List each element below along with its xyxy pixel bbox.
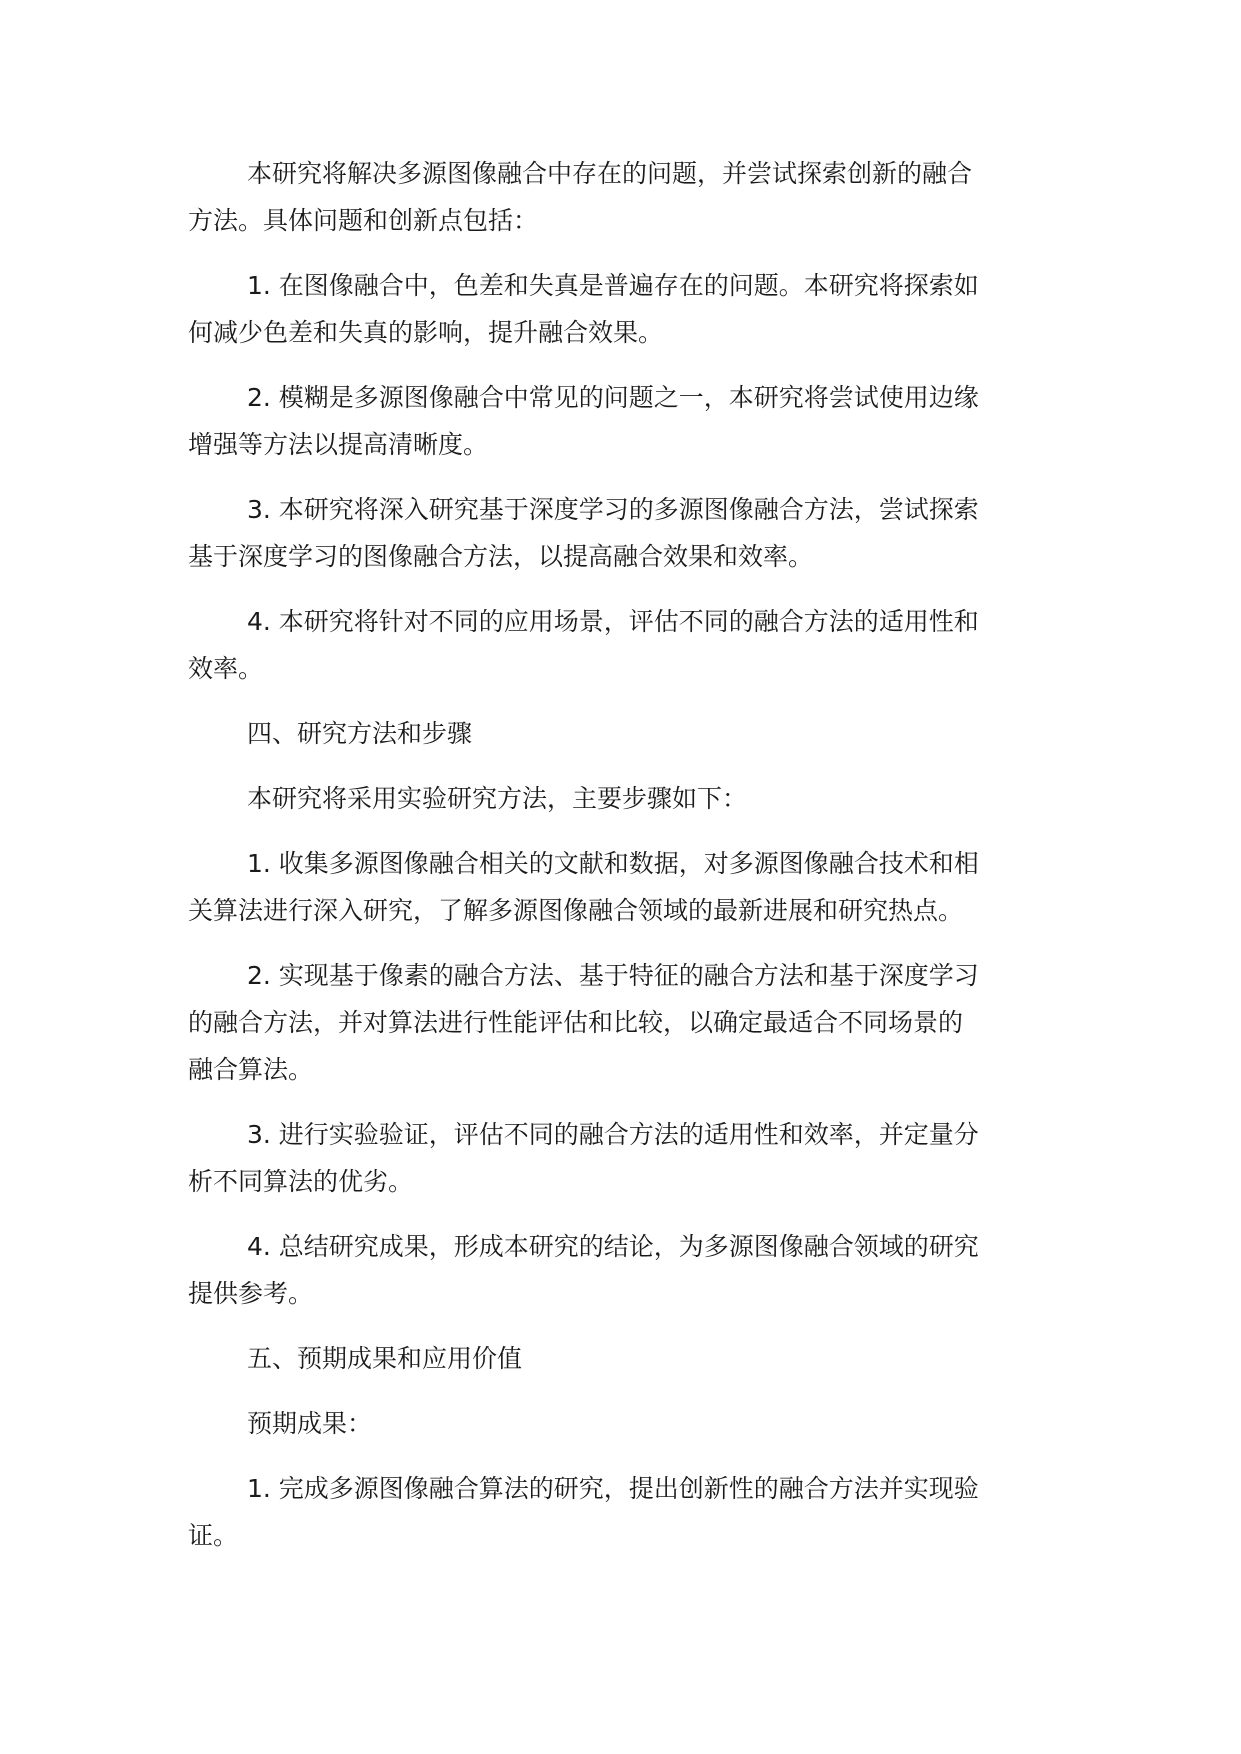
text-line: 1. 在图像融合中，色差和失真是普遍存在的问题。本研究将探索如 [247, 271, 979, 300]
list-item-step-3 [188, 1111, 1044, 1205]
section-heading-text: 五、预期成果和应用价值 [247, 1344, 523, 1373]
text-line: 1. 收集多源图像融合相关的文献和数据，对多源图像融合技术和相 [247, 849, 979, 878]
text-line: 3. 本研究将深入研究基于深度学习的多源图像融合方法，尝试探索 [247, 495, 979, 524]
list-item-step-2 [188, 952, 1044, 1093]
text-line: 本研究将解决多源图像融合中存在的问题，并尝试探索创新的融合 [247, 159, 973, 188]
text-line: 提供参考。 [188, 1279, 314, 1308]
paragraph-expected-outcomes-label [188, 1400, 1044, 1447]
list-item-step-1 [188, 840, 1044, 934]
text-line: 2. 实现基于像素的融合方法、基于特征的融合方法和基于深度学习 [247, 961, 979, 990]
text-line: 的融合方法，并对算法进行性能评估和比较，以确定最适合不同场景的 [188, 1008, 964, 1037]
text-line: 证。 [188, 1521, 239, 1550]
list-item-problem-4 [188, 598, 1044, 692]
list-item-outcome-1 [188, 1465, 1044, 1559]
text-line: 本研究将采用实验研究方法，主要步骤如下： [247, 784, 748, 813]
text-line: 基于深度学习的图像融合方法，以提高融合效果和效率。 [188, 542, 814, 571]
section-heading-text: 四、研究方法和步骤 [247, 719, 473, 748]
text-line: 效率。 [188, 654, 264, 683]
text-line: 2. 模糊是多源图像融合中常见的问题之一，本研究将尝试使用边缘 [247, 383, 979, 412]
text-line: 方法。具体问题和创新点包括： [188, 206, 539, 235]
list-item-step-4 [188, 1223, 1044, 1317]
text-line: 预期成果： [247, 1409, 373, 1438]
list-item-problem-3 [188, 486, 1044, 580]
section-heading-methods [188, 710, 1044, 757]
list-item-problem-2 [188, 374, 1044, 468]
text-line: 融合算法。 [188, 1055, 314, 1084]
text-line: 析不同算法的优劣。 [188, 1167, 414, 1196]
text-line: 3. 进行实验验证，评估不同的融合方法的适用性和效率，并定量分 [247, 1120, 979, 1149]
paragraph-methods-intro [188, 775, 1044, 822]
text-line: 增强等方法以提高清晰度。 [188, 430, 489, 459]
text-line: 4. 总结研究成果，形成本研究的结论，为多源图像融合领域的研究 [247, 1232, 979, 1261]
list-item-problem-1 [188, 262, 1044, 356]
document-body [188, 150, 1044, 1577]
text-line: 4. 本研究将针对不同的应用场景，评估不同的融合方法的适用性和 [247, 607, 979, 636]
text-line: 何减少色差和失真的影响，提升融合效果。 [188, 318, 664, 347]
paragraph-intro [188, 150, 1044, 244]
text-line: 关算法进行深入研究，了解多源图像融合领域的最新进展和研究热点。 [188, 896, 964, 925]
text-line: 1. 完成多源图像融合算法的研究，提出创新性的融合方法并实现验 [247, 1474, 979, 1503]
section-heading-outcomes [188, 1335, 1044, 1382]
